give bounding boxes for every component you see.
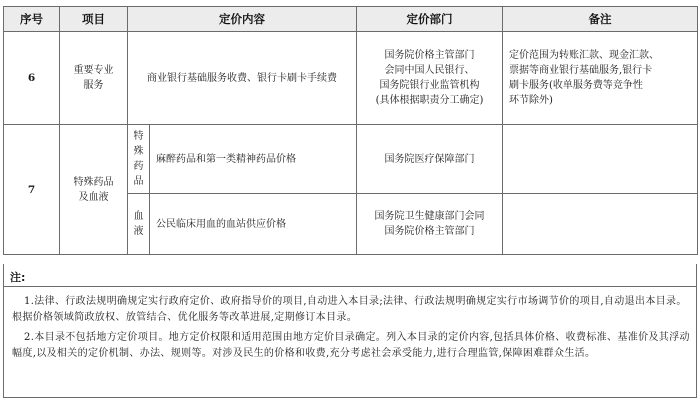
row-seq: 6 — [4, 32, 60, 125]
notes-section — [3, 264, 697, 398]
row-subcategory-char: 品 — [133, 176, 144, 187]
row-department-line: 会同中国人民银行、 — [384, 65, 475, 76]
header-remark: 备注 — [503, 7, 698, 32]
row-content: 麻醉药品和第一类精神药品价格 — [150, 125, 357, 194]
header-seq: 序号 — [4, 7, 60, 32]
notes-divider — [4, 286, 696, 287]
header-content: 定价内容 — [128, 7, 357, 32]
row-subcategory — [128, 194, 150, 255]
row-remark — [503, 125, 698, 194]
row-item-line: 重要专业 — [73, 65, 114, 76]
row-remark-line: 定价范围为转账汇款、现金汇款、 — [509, 50, 659, 61]
row-department-line: 国务院价格主管部门 — [384, 226, 475, 237]
table-row — [4, 32, 698, 125]
row-content: 商业银行基础服务收费、银行卡刷卡手续费 — [128, 32, 357, 125]
row-content: 公民临床用血的血站供应价格 — [150, 194, 357, 255]
row-department — [357, 194, 503, 255]
row-department-line: 国务院银行业监管机构 — [379, 80, 480, 91]
notes-title: 注: — [10, 271, 26, 284]
row-subcategory-char: 液 — [133, 226, 144, 237]
row-item-line: 及血液 — [78, 191, 109, 203]
row-department-line: 国务院卫生健康部门会同 — [374, 211, 485, 222]
row-department-line: 国务院医疗保障部门 — [384, 153, 475, 165]
header-item: 项目 — [60, 7, 128, 32]
table-row — [4, 125, 698, 194]
row-remark-line: 环节除外) — [509, 95, 553, 106]
row-subcategory-char: 药 — [133, 161, 144, 172]
row-item — [60, 125, 128, 255]
row-remark-line: 票据等商业银行基础服务,银行卡 — [509, 65, 653, 76]
pricing-catalog-table — [3, 6, 698, 255]
note-paragraph: 1.法律、行政法规明确规定实行政府定价、政府指导价的项目,自动进入本目录;法律、行政法规明确规定实行市场调节价的项目,自动退出本目录。根据价格领域简政放权、放管结合、优化服务等改革进展,定期修订本目录。 — [12, 296, 687, 323]
note-paragraph: 2.本目录不包括地方定价项目。地方定价权限和适用范围由地方定价目录确定。列入本目录的定价内容,包括具体价格、收费标准、基准价及其浮动幅度,以及相关的定价机制、办法、规则等。对涉及民生的价格和收费,充分考虑社会承受能力,进行合理监管,保障困难群众生活。 — [12, 332, 690, 359]
row-remark — [503, 194, 698, 255]
row-subcategory-char: 殊 — [133, 146, 144, 157]
row-department — [357, 32, 503, 125]
row-item — [60, 32, 128, 125]
row-subcategory-char: 特 — [133, 131, 144, 142]
row-remark — [503, 32, 698, 125]
pricing-catalog-table-wrapper — [3, 6, 697, 255]
row-remark-line: 刷卡服务(收单服务费等竞争性 — [509, 80, 643, 91]
header-department: 定价部门 — [357, 7, 503, 32]
row-item-line: 服务 — [83, 80, 104, 91]
row-subcategory — [128, 125, 150, 194]
row-department-line: 国务院价格主管部门 — [384, 50, 475, 61]
row-department — [357, 125, 503, 194]
row-department-line: (具体根据职责分工确定) — [375, 95, 484, 106]
row-item-line: 特殊药品 — [73, 176, 114, 188]
table-header-row — [4, 7, 698, 32]
row-seq: 7 — [4, 125, 60, 255]
row-subcategory-char: 血 — [133, 211, 144, 222]
